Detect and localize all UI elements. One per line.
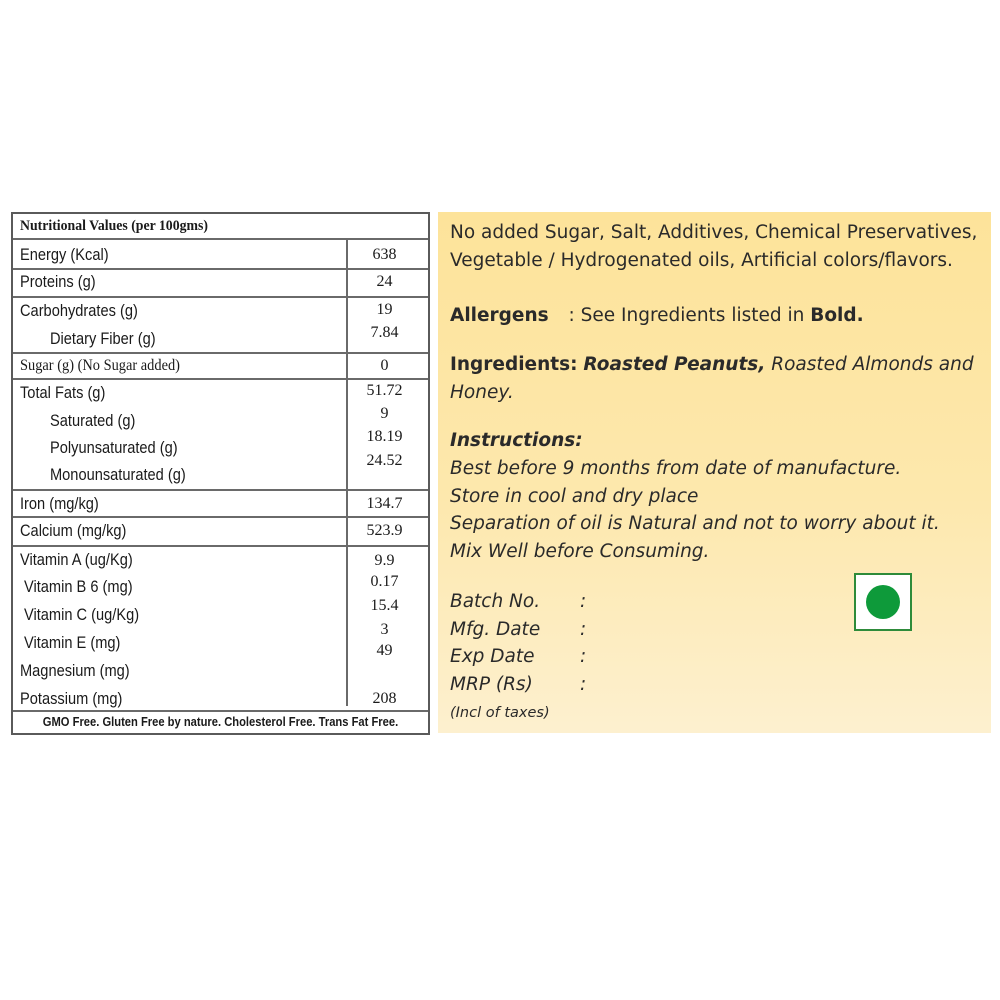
- saturated-value: 9: [380, 405, 389, 422]
- ingredients-label: Ingredients:: [450, 354, 578, 375]
- exp-label: Exp Date: [450, 646, 535, 667]
- vitamin-e-value: 3: [380, 621, 389, 638]
- potassium-label: Potassium (mg): [20, 689, 123, 708]
- ingredients-rest: Roasted Almonds and: [765, 354, 974, 375]
- divider: [13, 296, 428, 298]
- mfg-colon: :: [580, 619, 587, 640]
- potassium-value: 208: [372, 690, 397, 707]
- vitamin-c-value: 15.4: [370, 597, 399, 614]
- exp-row: [450, 643, 587, 671]
- instruction-item: Mix Well before Consuming.: [450, 541, 710, 562]
- claims-line-1: No added Sugar, Salt, Additives, Chemical Preservatives,: [450, 222, 978, 243]
- calcium-value: 523.9: [366, 522, 403, 539]
- monounsaturated-value: 24.52: [366, 452, 403, 469]
- veg-dot: [866, 585, 900, 619]
- vitamin-a-label: Vitamin A (ug/Kg): [20, 550, 133, 569]
- vitamin-a-value: 9.9: [374, 552, 395, 569]
- tax-note: (Incl of taxes): [450, 705, 550, 721]
- mrp-colon: :: [580, 674, 587, 695]
- nutrition-table: [11, 212, 430, 735]
- batch-label: Batch No.: [450, 591, 541, 612]
- allergens-line: [450, 302, 864, 330]
- batch-row: [450, 588, 587, 616]
- iron-value: 134.7: [366, 495, 403, 512]
- proteins-label: Proteins (g): [20, 272, 96, 291]
- carbohydrates-value: 19: [376, 301, 393, 318]
- divider: [13, 268, 428, 270]
- mrp-row: [450, 671, 587, 699]
- polyunsaturated-label: Polyunsaturated (g): [50, 438, 178, 457]
- info-panel: [438, 212, 991, 733]
- veg-symbol-icon: [854, 573, 912, 631]
- ingredients-highlight: Roasted Peanuts,: [583, 354, 766, 375]
- instructions-label: Instructions:: [450, 430, 583, 451]
- energy-label: Energy (Kcal): [20, 245, 109, 264]
- mfg-label: Mfg. Date: [450, 619, 541, 640]
- mfg-row: [450, 616, 587, 644]
- carbohydrates-label: Carbohydrates (g): [20, 301, 138, 320]
- instruction-item: Best before 9 months from date of manufacture.: [450, 458, 902, 479]
- polyunsaturated-value: 18.19: [366, 428, 403, 445]
- dietary-fiber-value: 7.84: [370, 324, 399, 341]
- divider: [13, 489, 428, 491]
- allergens-text: : See Ingredients listed in: [568, 305, 805, 326]
- ingredients-line: [450, 351, 974, 379]
- instruction-item: Separation of oil is Natural and not to worry about it.: [450, 513, 940, 534]
- calcium-label: Calcium (mg/kg): [20, 521, 127, 540]
- vitamin-b6-value: 0.17: [370, 573, 399, 590]
- vitamin-b6-label: Vitamin B 6 (mg): [24, 577, 133, 596]
- allergens-label: Allergens: [450, 305, 549, 326]
- sugar-value: 0: [380, 357, 389, 374]
- dietary-fiber-label: Dietary Fiber (g): [50, 329, 156, 348]
- batch-colon: :: [580, 591, 587, 612]
- magnesium-label: Magnesium (mg): [20, 661, 130, 680]
- nutrition-title: Nutritional Values (per 100gms): [20, 218, 208, 234]
- divider: [13, 710, 428, 712]
- mrp-label: MRP (Rs): [450, 674, 533, 695]
- magnesium-value: 49: [376, 642, 393, 659]
- divider: [13, 378, 428, 380]
- ingredients-line-2: Honey.: [450, 382, 514, 403]
- total-fats-value: 51.72: [366, 382, 403, 399]
- proteins-value: 24: [376, 273, 393, 290]
- exp-colon: :: [580, 646, 587, 667]
- divider: [13, 545, 428, 547]
- total-fats-label: Total Fats (g): [20, 383, 106, 402]
- vitamin-e-label: Vitamin E (mg): [24, 633, 121, 652]
- saturated-label: Saturated (g): [50, 411, 136, 430]
- allergens-bold: Bold.: [810, 305, 864, 326]
- monounsaturated-label: Monounsaturated (g): [50, 465, 186, 484]
- nutrition-footer: GMO Free. Gluten Free by nature. Cholesterol Free. Trans Fat Free.: [42, 714, 399, 729]
- vitamin-c-label: Vitamin C (ug/Kg): [24, 605, 140, 624]
- instruction-item: Store in cool and dry place: [450, 486, 699, 507]
- divider: [13, 352, 428, 354]
- energy-value: 638: [372, 246, 397, 263]
- iron-label: Iron (mg/kg): [20, 494, 99, 513]
- divider: [13, 516, 428, 518]
- sugar-label: Sugar (g) (No Sugar added): [20, 357, 180, 374]
- divider: [13, 238, 428, 240]
- claims-line-2: Vegetable / Hydrogenated oils, Artificial colors/flavors.: [450, 250, 953, 271]
